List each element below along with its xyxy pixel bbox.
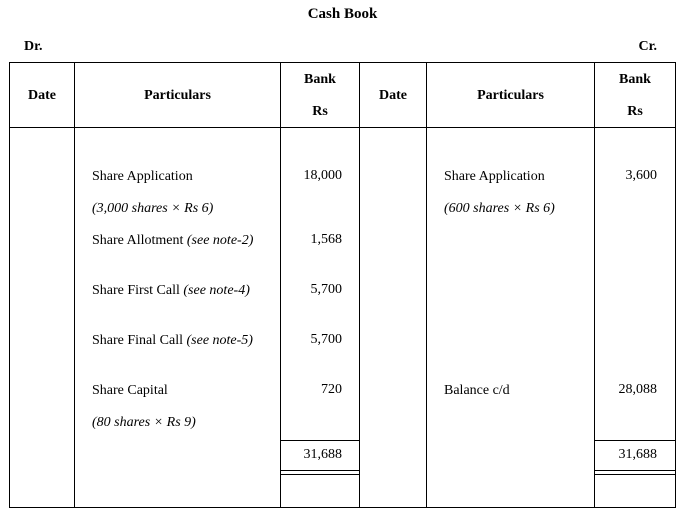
header-bank-credit: Bank (619, 72, 651, 87)
debit-entry-share-allotment (92, 232, 267, 250)
col-divider-5 (594, 62, 595, 508)
entry-note: (600 shares × Rs 6) (444, 201, 555, 216)
entry-text: Share Application (444, 169, 545, 184)
debit-total: 31,688 (303, 447, 342, 462)
entry-note: (see note-5) (186, 333, 253, 348)
entry-note: (80 shares × Rs 9) (92, 415, 196, 430)
col-divider-4 (426, 62, 427, 508)
credit-total: 31,688 (618, 447, 657, 462)
credit-amount-share-application: 3,600 (625, 168, 657, 183)
entry-text: Share First Call (92, 283, 184, 298)
credit-total-double-rule-2 (594, 474, 676, 475)
debit-entry-share-application (92, 168, 272, 186)
credit-amount-balance-cd: 28,088 (618, 382, 657, 397)
debit-amount-share-first-call: 5,700 (310, 282, 342, 297)
table-left-border (9, 62, 10, 508)
debit-label: Dr. (24, 39, 43, 54)
credit-label: Cr. (638, 39, 657, 54)
debit-entry-application-note (92, 200, 277, 218)
header-rs-debit: Rs (312, 104, 328, 119)
debit-total-top-rule (280, 440, 360, 441)
header-particulars-credit: Particulars (477, 88, 544, 103)
header-rs-credit: Rs (627, 104, 643, 119)
page-title: Cash Book (307, 6, 378, 22)
debit-amount-share-application: 18,000 (303, 168, 342, 183)
entry-note: (see note-2) (186, 233, 254, 248)
debit-entry-capital-note (92, 414, 277, 432)
credit-total-double-rule-1 (594, 470, 676, 471)
credit-entry-application-note (444, 200, 592, 218)
debit-entry-share-final-call (92, 332, 267, 350)
header-particulars-debit: Particulars (144, 88, 211, 103)
credit-entry-balance-cd (444, 382, 592, 400)
entry-text: Balance c/d (444, 383, 510, 398)
debit-amount-share-final-call: 5,700 (310, 332, 342, 347)
header-date-debit: Date (28, 88, 56, 103)
entry-note: (3,000 shares × Rs 6) (92, 201, 214, 216)
entry-text: Share Capital (92, 383, 168, 398)
credit-entry-share-application (444, 168, 592, 186)
debit-total-double-rule-1 (280, 470, 360, 471)
debit-entry-share-first-call (92, 282, 267, 300)
credit-total-top-rule (594, 440, 676, 441)
table-right-border (675, 62, 676, 508)
col-divider-1 (74, 62, 75, 508)
header-divider (9, 127, 676, 128)
entry-text: Share Application (92, 169, 193, 184)
header-bank-debit: Bank (304, 72, 336, 87)
table-top-border (9, 62, 676, 63)
header-date-credit: Date (379, 88, 407, 103)
debit-amount-share-allotment: 1,568 (310, 232, 342, 247)
entry-text: Share Final Call (92, 333, 187, 348)
col-divider-3 (359, 62, 360, 508)
entry-note: (see note-4) (183, 283, 250, 298)
debit-entry-share-capital (92, 382, 272, 400)
table-bottom-border (9, 507, 676, 508)
entry-text: Share Allotment (92, 233, 187, 248)
debit-total-double-rule-2 (280, 474, 360, 475)
debit-amount-share-capital: 720 (321, 382, 342, 397)
